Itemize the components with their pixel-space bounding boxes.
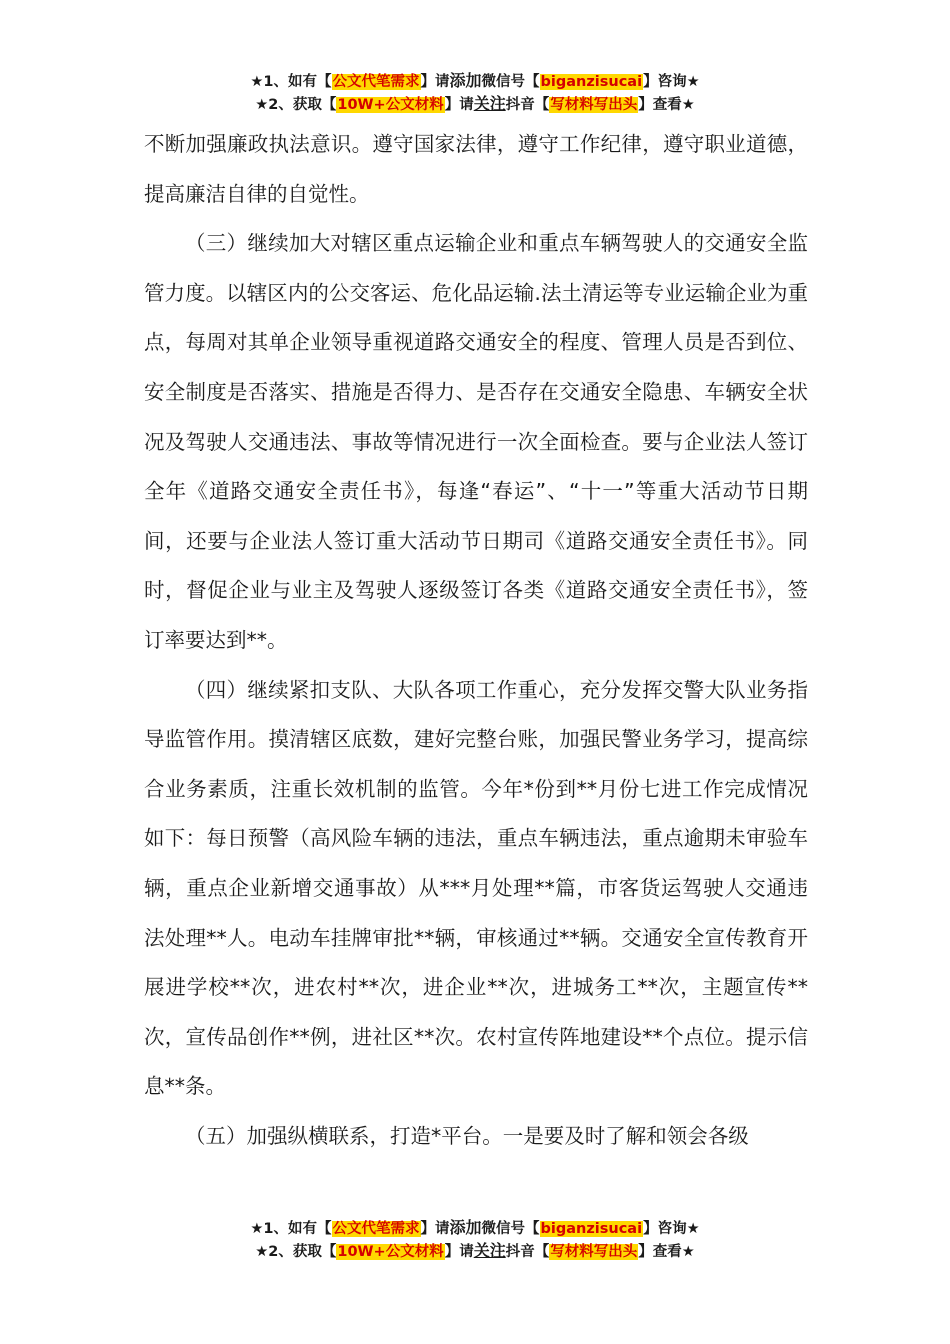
star-icon: ★ [686, 74, 700, 90]
banner-line-2: ★2、获取【10W+公文材料】请关注抖音【写材料写出头】查看★ [255, 94, 695, 113]
star-icon: ★ [255, 97, 269, 113]
banner-line-1: ★1、如有【公文代笔需求】请添加微信号【biganzisucai】咨询★ [250, 71, 700, 90]
document-body [144, 120, 808, 1161]
highlight-materials: 10W+公文材料 [337, 97, 444, 113]
banner-line-2: ★2、获取【10W+公文材料】请关注抖音【写材料写出头】查看★ [255, 1241, 695, 1260]
header-banner [0, 70, 950, 116]
star-icon: ★ [686, 1221, 700, 1237]
footer-banner [0, 1217, 950, 1263]
paragraph-continuation: 不断加强廉政执法意识。遵守国家法律，遵守工作纪律，遵守职业道德，提高廉洁自律的自觉性。 [144, 132, 808, 206]
star-icon: ★ [681, 97, 695, 113]
star-icon: ★ [250, 74, 264, 90]
highlight-service: 公文代笔需求 [332, 1221, 420, 1237]
banner-line-1: ★1、如有【公文代笔需求】请添加微信号【biganzisucai】咨询★ [250, 1218, 700, 1237]
highlight-wechat-id: biganzisucai [540, 74, 643, 90]
highlight-douyin-account: 写材料写出头 [550, 1244, 638, 1260]
star-icon: ★ [250, 1221, 264, 1237]
star-icon: ★ [255, 1244, 269, 1260]
highlight-materials: 10W+公文材料 [337, 1244, 444, 1260]
paragraph-section-4: （四）继续紧扣支队、大队各项工作重心，充分发挥交警大队业务指导监管作用。摸清辖区底数，建好完整台账，加强民警业务学习，提高综合业务素质，注重长效机制的监管。今年*份到**月份七进工作完成情况如下：每日预警（高风险车辆的违法，重点车辆违法，重点逾期未审验车辆，重点企业新增交通事故）从***月处理**篇，市客货运驾驶人交通违法处理**人。电动车挂牌审批**辆，审核通过**辆。交通安全宣传教育开展进学校**次，进农村**次，进企业**次，进城务工**次，主题宣传**次，宣传品创作**例，进社区**次。农村宣传阵地建设**个点位。提示信息**条。 [144, 677, 808, 1099]
paragraph-section-3: （三）继续加大对辖区重点运输企业和重点车辆驾驶人的交通安全监管力度。以辖区内的公交客运、危化品运输.法土清运等专业运输企业为重点，每周对其单企业领导重视道路交通安全的程度、管理人员是否到位、安全制度是否落实、措施是否得力、是否存在交通安全隐患、车辆安全状况及驾驶人交通违法、事故等情况进行一次全面检查。要与企业法人签订全年《道路交通安全责任书》，每逢“春运”、“十一”等重大活动节日期间，还要与企业法人签订重大活动节日期司《道路交通安全责任书》。同时，督促企业与业主及驾驶人逐级签订各类《道路交通安全责任书》，签订率要达到**。 [144, 231, 808, 652]
highlight-service: 公文代笔需求 [332, 74, 420, 90]
star-icon: ★ [681, 1244, 695, 1260]
paragraph-section-5: （五）加强纵横联系，打造*平台。一是要及时了解和领会各级 [185, 1123, 749, 1148]
highlight-wechat-id: biganzisucai [540, 1221, 643, 1237]
highlight-douyin-account: 写材料写出头 [550, 97, 638, 113]
